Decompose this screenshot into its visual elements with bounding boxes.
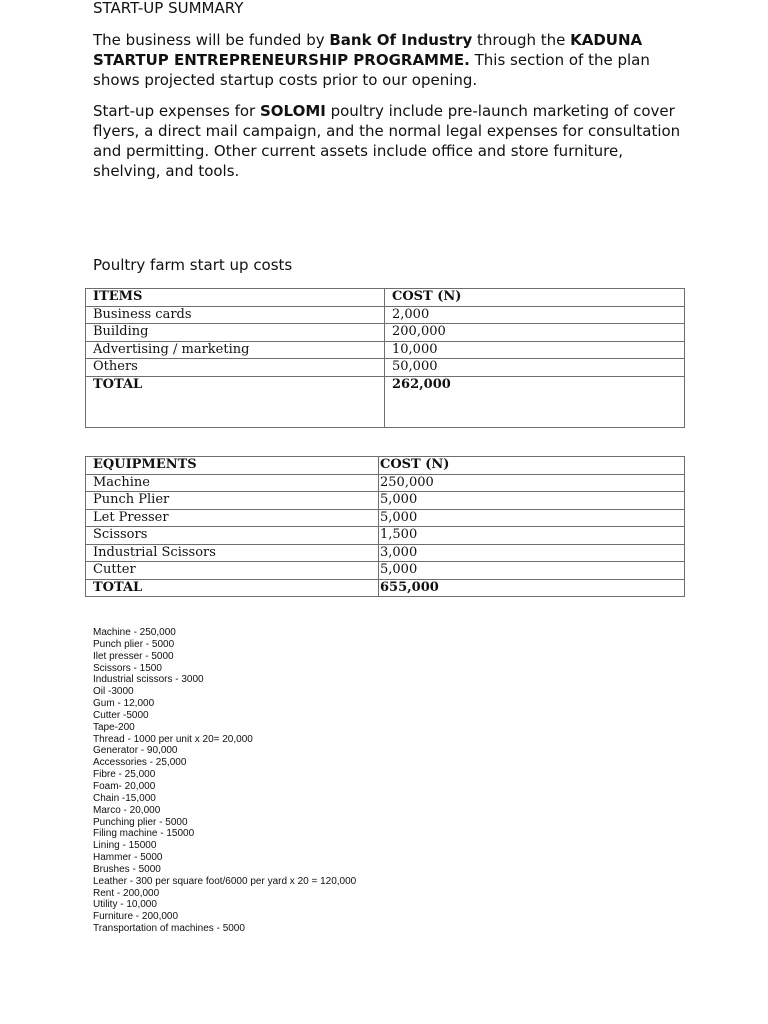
list-item: Lining - 15000 — [93, 840, 157, 852]
table-row — [86, 509, 685, 527]
total-row — [86, 376, 685, 427]
column-header: ITEMS — [86, 289, 385, 307]
column-header: COST (N) — [379, 457, 685, 475]
table-row — [86, 562, 685, 580]
table-cell: Punch Plier — [86, 492, 379, 510]
list-item: Chain -15,000 — [93, 792, 156, 804]
list-item: Marco - 20,000 — [93, 804, 161, 816]
table-cell: 200,000 — [385, 324, 685, 342]
table-row — [86, 359, 685, 377]
table-cell: 2,000 — [385, 306, 685, 324]
funding-text-1: The business will be funded by — [93, 31, 330, 49]
table-cell: Scissors — [86, 527, 379, 545]
equipment-cost-table — [85, 456, 685, 597]
table-cell: 262,000 — [385, 376, 685, 427]
table-cell: Let Presser — [86, 509, 379, 527]
list-item: Oil -3000 — [93, 686, 134, 698]
list-item: Thread - 1000 per unit x 20= 20,000 — [93, 733, 253, 745]
list-item: Punch plier - 5000 — [93, 638, 175, 650]
table-row — [86, 341, 685, 359]
table-cell: Business cards — [86, 306, 385, 324]
table-cell: Machine — [86, 474, 379, 492]
table-cell: 655,000 — [379, 579, 685, 597]
funder-name: Bank Of Industry — [329, 31, 473, 49]
list-item: Punching plier - 5000 — [93, 816, 188, 828]
funding-paragraph — [93, 30, 693, 90]
column-header: EQUIPMENTS — [86, 457, 379, 475]
list-item: Fibre - 25,000 — [93, 769, 156, 781]
list-item: Leather - 300 per square foot/6000 per yard x 20 = 120,000 — [93, 875, 357, 887]
expenses-text-2: poultry include pre-launch marketing of cover flyers, a direct mail campaign, and the normal legal expenses for consultation and permitting. Other current assets include office and store furniture, shelving, and tools. — [93, 102, 681, 180]
list-item: Utility - 10,000 — [93, 899, 157, 911]
table-row — [86, 544, 685, 562]
table-cell: 3,000 — [379, 544, 685, 562]
table-cell: 250,000 — [379, 474, 685, 492]
list-item: Rent - 200,000 — [93, 887, 160, 899]
items-table-body — [86, 289, 685, 428]
table-cell: TOTAL — [86, 579, 379, 597]
costs-heading: Poultry farm start up costs — [93, 256, 293, 274]
expenses-text-1: Start-up expenses for — [93, 102, 260, 120]
table-cell: Industrial Scissors — [86, 544, 379, 562]
programme-name: KADUNA STARTUP ENTREPRENEURSHIP PROGRAMME. — [93, 31, 643, 69]
list-item: Foam- 20,000 — [93, 780, 156, 792]
table-cell: Cutter — [86, 562, 379, 580]
equipment-notes-list — [93, 627, 356, 935]
equipment-table-body — [86, 457, 685, 597]
business-name: SOLOMI — [259, 102, 326, 120]
table-row — [86, 492, 685, 510]
list-item: Brushes - 5000 — [93, 863, 161, 875]
table-header-row — [86, 457, 685, 475]
list-item: Generator - 90,000 — [93, 745, 178, 757]
list-item: Cutter -5000 — [93, 709, 149, 721]
list-item: Transportation of machines - 5000 — [93, 923, 245, 935]
list-item: Scissors - 1500 — [93, 662, 162, 674]
list-item: Furniture - 200,000 — [93, 911, 179, 923]
total-row — [86, 579, 685, 597]
table-cell: 10,000 — [385, 341, 685, 359]
table-cell: Others — [86, 359, 385, 377]
funding-text-2: through the — [472, 31, 571, 49]
table-cell: 1,500 — [379, 527, 685, 545]
list-item: Industrial scissors - 3000 — [93, 674, 204, 686]
table-row — [86, 324, 685, 342]
list-item: Ilet presser - 5000 — [93, 650, 174, 662]
funding-text-3: This section of the plan shows projected startup costs prior to our opening. — [93, 51, 650, 89]
section-heading: START-UP SUMMARY — [93, 0, 244, 17]
table-cell: 50,000 — [385, 359, 685, 377]
table-cell: 5,000 — [379, 509, 685, 527]
column-header: COST (N) — [385, 289, 685, 307]
table-header-row — [86, 289, 685, 307]
table-cell: Building — [86, 324, 385, 342]
list-item: Hammer - 5000 — [93, 852, 163, 864]
list-item: Filing machine - 15000 — [93, 828, 195, 840]
list-item: Tape-200 — [93, 721, 135, 733]
items-cost-table — [85, 288, 685, 428]
table-cell: TOTAL — [86, 376, 385, 427]
table-cell: 5,000 — [379, 492, 685, 510]
list-item: Gum - 12,000 — [93, 698, 155, 710]
table-cell: Advertising / marketing — [86, 341, 385, 359]
expenses-paragraph — [93, 101, 693, 181]
table-row — [86, 527, 685, 545]
list-item: Accessories - 25,000 — [93, 757, 187, 769]
table-row — [86, 306, 685, 324]
table-row — [86, 474, 685, 492]
list-item: Machine - 250,000 — [93, 627, 176, 638]
table-cell: 5,000 — [379, 562, 685, 580]
